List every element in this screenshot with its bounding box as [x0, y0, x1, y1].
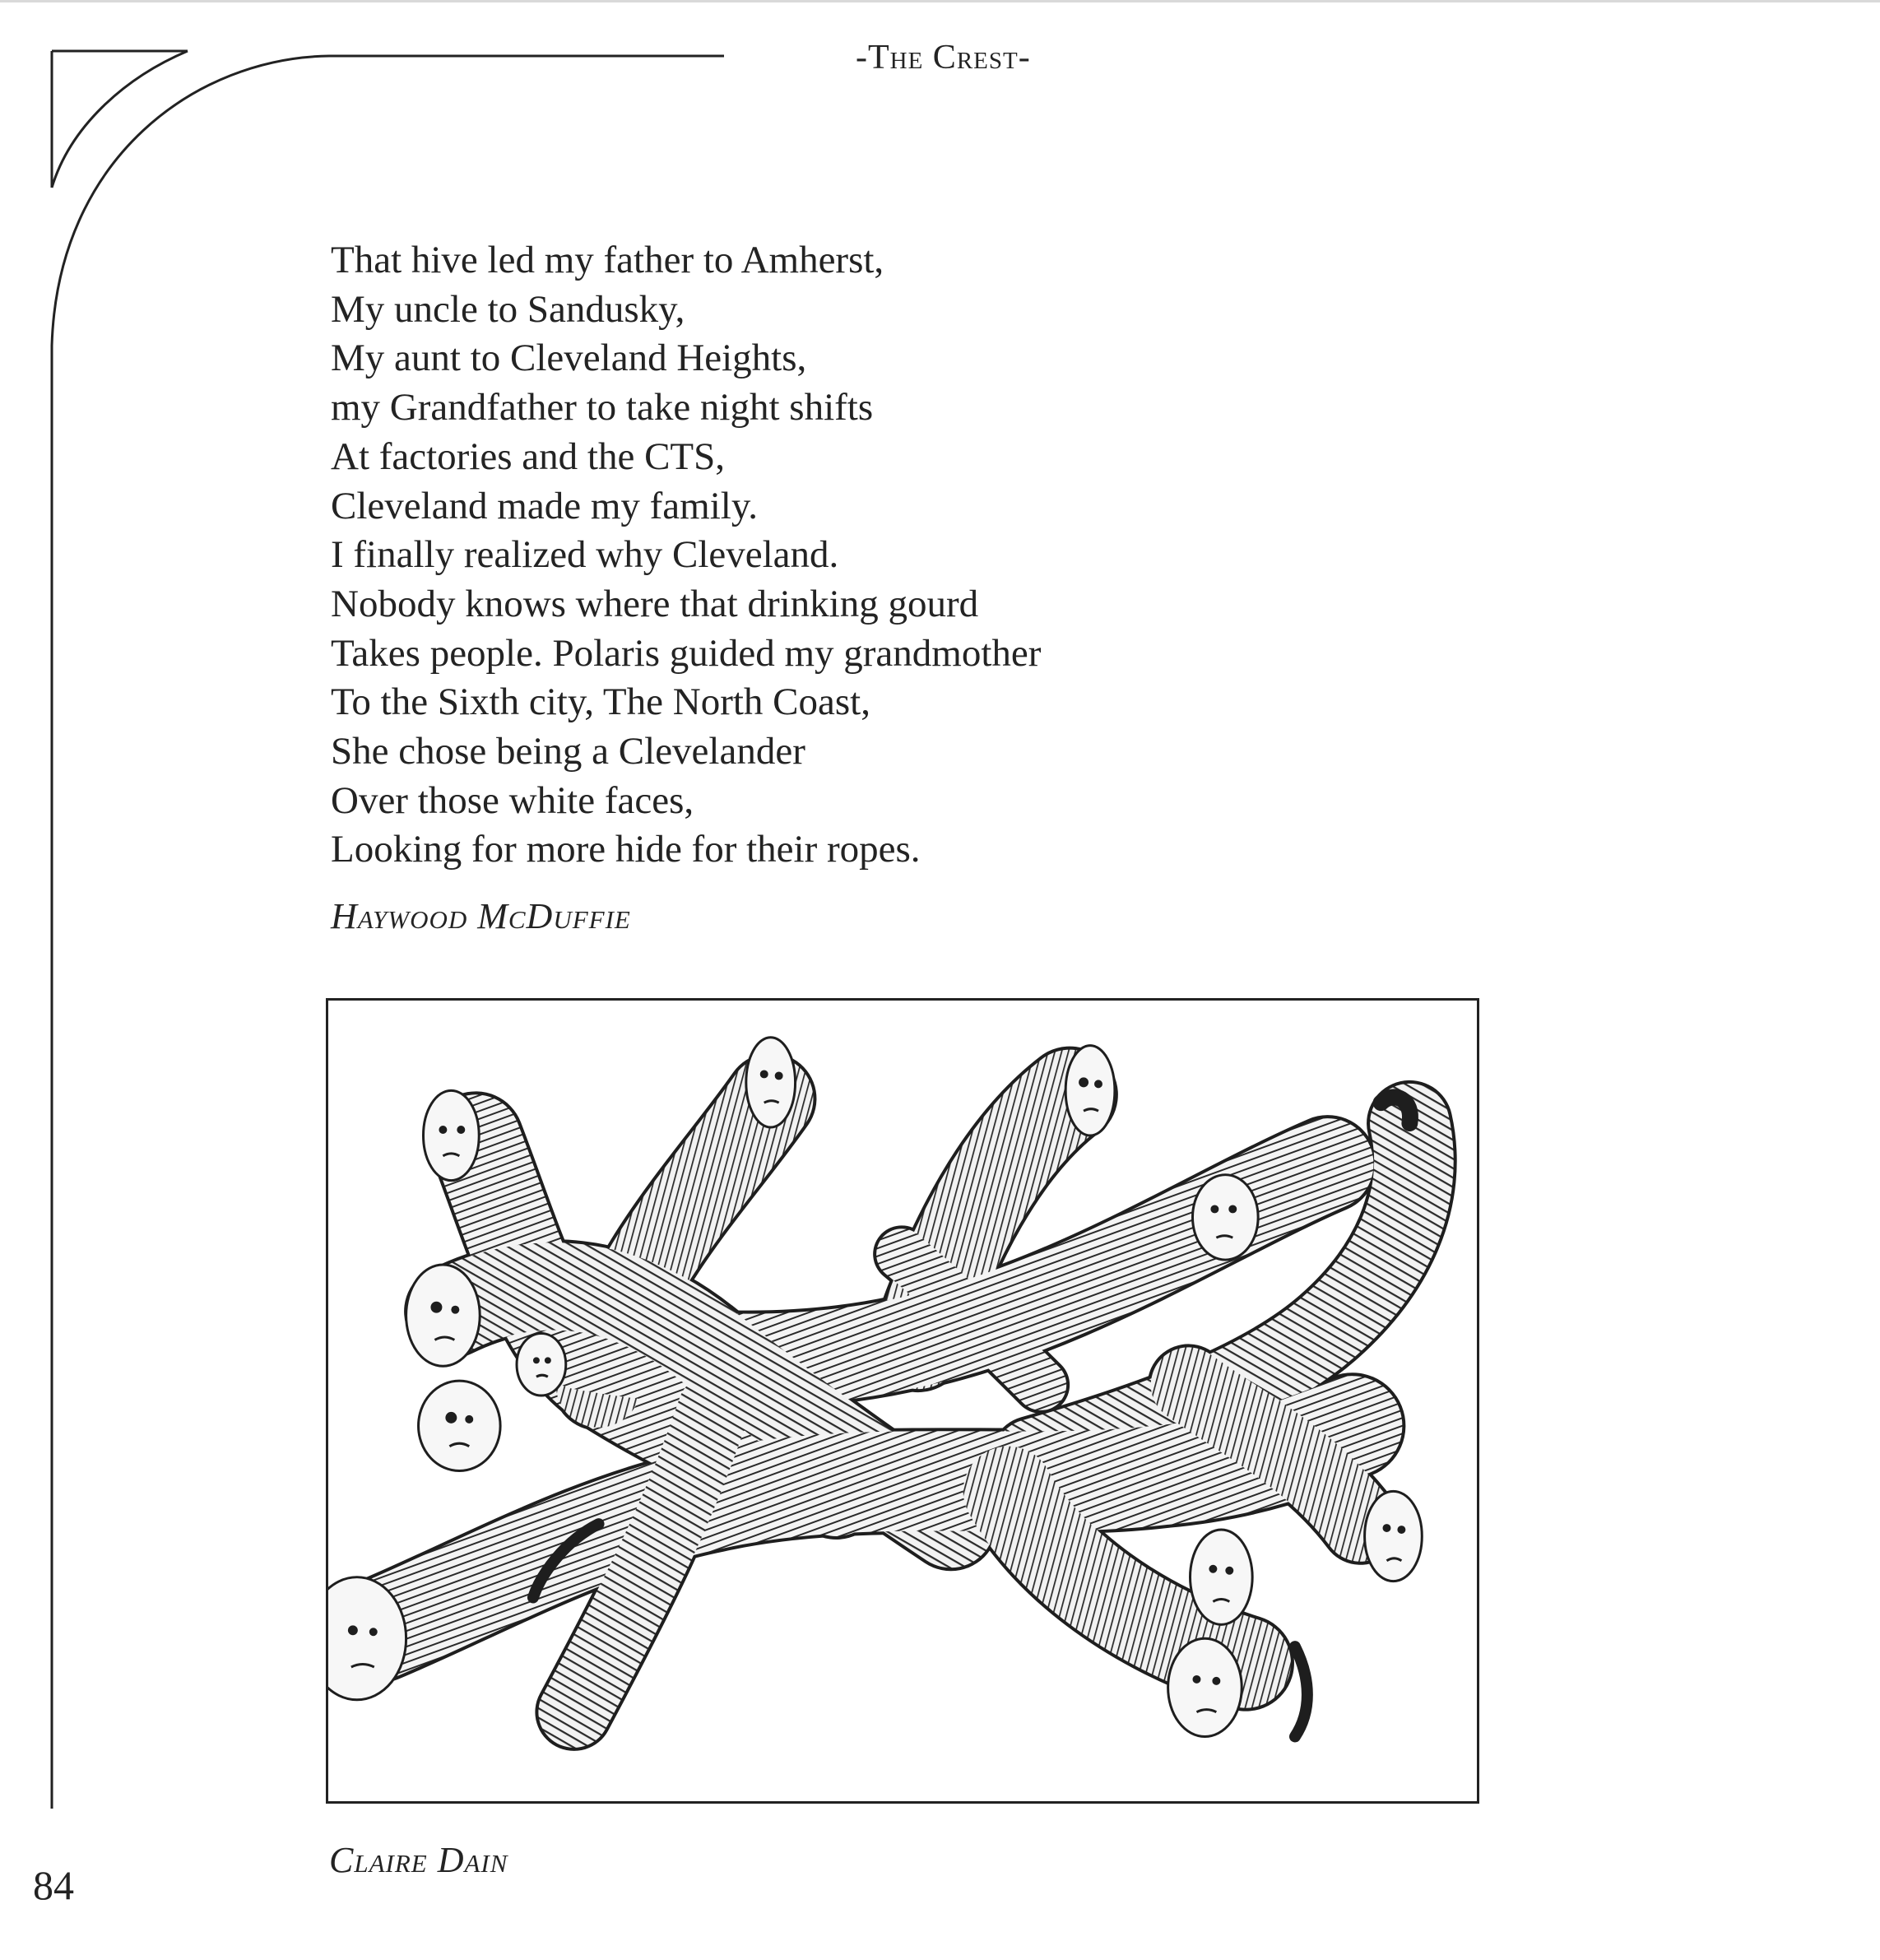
poem-author: Haywood McDuffie [331, 896, 631, 936]
poem-line: She chose being a Clevelander [331, 730, 805, 773]
artwork-illustration [326, 998, 1479, 1804]
poem-line: Looking for more hide for their ropes. [331, 828, 921, 871]
poem-line: Cleveland made my family. [331, 484, 759, 527]
poem-line: My uncle to Sandusky, [331, 287, 685, 331]
poem-line: Takes people. Polaris guided my grandmother [331, 631, 1042, 675]
poem-line: That hive led my father to Amherst, [331, 239, 884, 281]
poem-body [331, 236, 1041, 875]
poem-line: Over those white faces, [331, 778, 694, 822]
poem-line: Nobody knows where that drinking gourd [331, 582, 979, 625]
tentacle-faces-drawing [328, 1001, 1477, 1801]
poem-line: I finally realized why Cleveland. [331, 533, 839, 577]
poem-line: To the Sixth city, The North Coast, [331, 680, 870, 724]
page-number: 84 [33, 1862, 74, 1908]
poem-line: My aunt to Cleveland Heights, [331, 337, 807, 380]
running-header: -The Crest- [856, 39, 1031, 77]
poem-line: At factories and the CTS, [331, 434, 726, 478]
poem-line: my Grandfather to take night shifts [331, 386, 874, 430]
artwork-credit: Claire Dain [329, 1840, 508, 1880]
page-top-edge [0, 0, 1880, 2]
